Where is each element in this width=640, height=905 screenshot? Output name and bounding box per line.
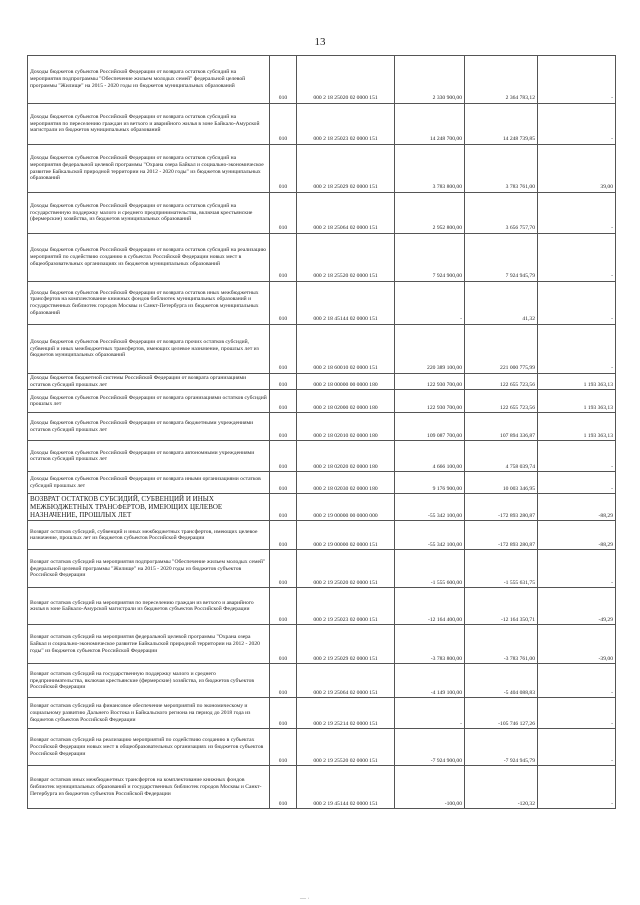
row-other-amount: -	[538, 325, 616, 374]
row-planned-amount: 14 248 700,00	[395, 104, 465, 145]
row-other-amount: -	[538, 766, 616, 809]
row-name: Доходы бюджетов субъектов Российской Федерации от возврата остатков субсидий на государственную поддержку малого и среднего предпринимательства, включая крестьянские (фермерские) хозяйства, из бюджетов муниципальных образований	[28, 193, 270, 234]
row-planned-amount: 122 930 700,00	[395, 374, 465, 390]
row-line-code: 010	[270, 766, 297, 809]
row-executed-amount: 41,32	[465, 282, 538, 325]
row-executed-amount: -172 893 280,87	[465, 521, 538, 550]
table-row	[28, 325, 616, 374]
row-name: Возврат остатков субсидий на мероприятия подпрограммы "Обеспечение жильем молодых семей" федеральной целевой программы "Жилище" на 2015 - 2020 годы из бюджетов субъектов Российской Федерации	[28, 550, 270, 588]
row-planned-amount: 220 389 100,00	[395, 325, 465, 374]
row-classification-code: 000 2 18 02030 02 0000 180	[297, 472, 395, 494]
row-executed-amount: 2 364 783,12	[465, 56, 538, 104]
row-executed-amount: -12 164 350,71	[465, 588, 538, 625]
row-line-code: 010	[270, 588, 297, 625]
row-other-amount: 1 193 363,13	[538, 413, 616, 441]
row-planned-amount: 109 087 700,00	[395, 413, 465, 441]
row-classification-code: 000 2 18 00000 00 0000 180	[297, 374, 395, 390]
table-row	[28, 472, 616, 494]
row-executed-amount: 4 758 039,74	[465, 441, 538, 472]
row-executed-amount: 10 003 346,95	[465, 472, 538, 494]
table-row	[28, 390, 616, 413]
row-planned-amount: -55 342 100,00	[395, 521, 465, 550]
row-planned-amount: -7 924 900,00	[395, 729, 465, 766]
row-executed-amount: 7 924 945,79	[465, 234, 538, 282]
row-classification-code: 000 2 18 02000 02 0000 180	[297, 390, 395, 413]
row-line-code: 010	[270, 325, 297, 374]
table-row	[28, 234, 616, 282]
row-planned-amount: 2 330 900,00	[395, 56, 465, 104]
row-classification-code: 000 2 19 25029 02 0000 151	[297, 625, 395, 664]
row-name: Возврат остатков субсидий на финансовое обеспечение мероприятий по экономическому и социальному развитию Дальнего Востока и Байкальского региона на период до 2018 года из бюджетов субъектов Российской Федерации	[28, 698, 270, 729]
row-classification-code: 000 2 18 60010 02 0000 151	[297, 325, 395, 374]
row-other-amount: -	[538, 441, 616, 472]
row-planned-amount: -100,00	[395, 766, 465, 809]
row-line-code: 010	[270, 472, 297, 494]
row-name: Доходы бюджетов субъектов Российской Федерации от возврата прочих остатков субсидий, субвенций и иных межбюджетных трансфертов, имеющих целевое назначение, прошлых лет из бюджетов муниципальных образований	[28, 325, 270, 374]
row-name: Доходы бюджетов субъектов Российской Федерации от возврата остатков субсидий на реализацию мероприятий по содействию созданию в субъектах Российской Федерации новых мест в общеобразовательных организациях из бюджетов муниципальных образований	[28, 234, 270, 282]
row-classification-code: 000 2 18 25023 02 0000 151	[297, 104, 395, 145]
row-name: Возврат остатков субсидий на мероприятия по переселению граждан из ветхого и аварийного жилья в зоне Байкало-Амурской магистрали из бюджетов субъектов Российской Федерации	[28, 588, 270, 625]
row-other-amount: -49,29	[538, 588, 616, 625]
table-row	[28, 588, 616, 625]
table-row	[28, 766, 616, 809]
row-classification-code: 000 2 19 25064 02 0000 151	[297, 664, 395, 698]
row-executed-amount: 14 248 739,85	[465, 104, 538, 145]
table-row	[28, 441, 616, 472]
row-executed-amount: -5 404 088,83	[465, 664, 538, 698]
row-name: Доходы бюджетов субъектов Российской Федерации от возврата бюджетными учреждениями остатков субсидий прошлых лет	[28, 413, 270, 441]
table-row	[28, 104, 616, 145]
row-classification-code: 000 2 19 45144 02 0000 151	[297, 766, 395, 809]
row-other-amount: -	[538, 698, 616, 729]
row-name: Доходы бюджетов субъектов Российской Федерации от возврата остатков иных межбюджетных трансфертов на комплектование книжных фондов библиотек муниципальных образований и государственных библиотек городов Москвы и Санкт-Петербурга из бюджетов муниципальных образований	[28, 282, 270, 325]
table-row	[28, 664, 616, 698]
table-row	[28, 729, 616, 766]
row-executed-amount: 107 894 336,87	[465, 413, 538, 441]
row-classification-code: 000 2 19 00000 02 0000 151	[297, 521, 395, 550]
row-name: Возврат остатков субсидий на мероприятия федеральной целевой программы "Охрана озера Байкал и социально-экономическое развитие Байкальской природной территории на 2012 - 2020 годы" из бюджетов субъектов Российской Федерации	[28, 625, 270, 664]
table-row	[28, 550, 616, 588]
row-other-amount: -	[538, 472, 616, 494]
row-line-code: 010	[270, 282, 297, 325]
table-row	[28, 56, 616, 104]
row-executed-amount: 122 655 723,56	[465, 390, 538, 413]
row-line-code: 010	[270, 550, 297, 588]
row-classification-code: 000 2 18 02020 02 0000 180	[297, 441, 395, 472]
row-line-code: 010	[270, 56, 297, 104]
row-executed-amount: -3 783 761,00	[465, 625, 538, 664]
row-planned-amount: -55 342 100,00	[395, 494, 465, 521]
table-row	[28, 413, 616, 441]
row-name: Доходы бюджетов субъектов Российской Федерации от возврата остатков субсидий на мероприятия по переселению граждан из ветхого и аварийного жилья в зоне Байкало-Амурской магистрали из бюджетов муниципальных образований	[28, 104, 270, 145]
row-other-amount: -	[538, 664, 616, 698]
row-planned-amount: -1 555 600,00	[395, 550, 465, 588]
row-classification-code: 000 2 18 02010 02 0000 180	[297, 413, 395, 441]
row-line-code: 010	[270, 521, 297, 550]
row-executed-amount: 221 000 775,99	[465, 325, 538, 374]
table-row	[28, 494, 616, 521]
row-classification-code: 000 2 18 25020 02 0000 151	[297, 56, 395, 104]
row-classification-code: 000 2 18 25064 02 0000 151	[297, 193, 395, 234]
row-classification-code: 000 2 19 25520 02 0000 151	[297, 729, 395, 766]
row-line-code: 010	[270, 494, 297, 521]
row-line-code: 010	[270, 145, 297, 193]
row-other-amount: -	[538, 104, 616, 145]
row-other-amount: -	[538, 550, 616, 588]
row-name: Возврат остатков субсидий на государственную поддержку малого и среднего предпринимательства, включая крестьянские (фермерские) хозяйства, из бюджетов субъектов Российской Федерации	[28, 664, 270, 698]
row-executed-amount: -120,32	[465, 766, 538, 809]
row-planned-amount: -3 783 800,00	[395, 625, 465, 664]
row-line-code: 010	[270, 413, 297, 441]
row-classification-code: 000 2 19 25023 02 0000 151	[297, 588, 395, 625]
table-row	[28, 282, 616, 325]
row-other-amount: -88,29	[538, 521, 616, 550]
row-line-code: 010	[270, 374, 297, 390]
row-other-amount: -	[538, 282, 616, 325]
table-row	[28, 374, 616, 390]
row-planned-amount: 9 176 900,00	[395, 472, 465, 494]
row-line-code: 010	[270, 698, 297, 729]
row-line-code: 010	[270, 390, 297, 413]
table-row	[28, 145, 616, 193]
row-classification-code: 000 2 19 25214 02 0000 151	[297, 698, 395, 729]
row-executed-amount: 122 655 723,56	[465, 374, 538, 390]
row-name: Доходы бюджетов субъектов Российской Федерации от возврата иными организациями остатков субсидий прошлых лет	[28, 472, 270, 494]
row-line-code: 010	[270, 664, 297, 698]
row-other-amount: -	[538, 729, 616, 766]
row-other-amount: -	[538, 193, 616, 234]
row-planned-amount: -12 164 400,00	[395, 588, 465, 625]
row-name: Доходы бюджетов субъектов Российской Федерации от возврата остатков субсидий на мероприятия подпрограммы "Обеспечение жильем молодых семей" федеральной целевой программы "Жилище" на 2015 - 2020 годы из бюджетов муниципальных образований	[28, 56, 270, 104]
row-planned-amount: -4 149 100,00	[395, 664, 465, 698]
row-name: Возврат остатков субсидий на реализацию мероприятий по содействию созданию в субъектах Российской Федерации новых мест в общеобразовательных организациях из бюджетов субъектов Российской Федерации	[28, 729, 270, 766]
row-other-amount: 1 193 363,13	[538, 390, 616, 413]
row-planned-amount: -	[395, 282, 465, 325]
row-classification-code: 000 2 19 25020 02 0000 151	[297, 550, 395, 588]
row-line-code: 010	[270, 104, 297, 145]
table-row	[28, 625, 616, 664]
row-other-amount: -88,29	[538, 494, 616, 521]
row-planned-amount: 122 930 700,00	[395, 390, 465, 413]
row-line-code: 010	[270, 234, 297, 282]
row-classification-code: 000 2 19 00000 00 0000 000	[297, 494, 395, 521]
row-name: Возврат остатков субсидий, субвенций и иных межбюджетных трансфертов, имеющих целевое назначение, прошлых лет из бюджетов субъектов Российской Федерации	[28, 521, 270, 550]
row-executed-amount: -1 555 631,75	[465, 550, 538, 588]
row-executed-amount: -105 746 127,26	[465, 698, 538, 729]
row-line-code: 010	[270, 625, 297, 664]
row-planned-amount: 4 666 100,00	[395, 441, 465, 472]
row-other-amount: 1 193 363,13	[538, 374, 616, 390]
row-name: ВОЗВРАТ ОСТАТКОВ СУБСИДИЙ, СУБВЕНЦИЙ И ИНЫХ МЕЖБЮДЖЕТНЫХ ТРАНСФЕРТОВ, ИМЕЮЩИХ ЦЕЛЕВОЕ НАЗНАЧЕНИЕ, ПРОШЛЫХ ЛЕТ	[28, 494, 270, 521]
row-executed-amount: 3 656 757,70	[465, 193, 538, 234]
row-line-code: 010	[270, 729, 297, 766]
row-name: Доходы бюджетов субъектов Российской Федерации от возврата остатков субсидий на мероприятия федеральной целевой программы "Охрана озера Байкал и социально-экономическое развитие Байкальской природной территории на 2012 - 2020 годы" из бюджетов муниципальных образований	[28, 145, 270, 193]
row-executed-amount: -7 924 945,79	[465, 729, 538, 766]
row-name: Возврат остатков иных межбюджетных трансфертов на комплектование книжных фондов библиотек муниципальных образований и государственных библиотек городов Москвы и Санкт-Петербурга из бюджетов субъектов Российской Федерации	[28, 766, 270, 809]
row-classification-code: 000 2 18 45144 02 0000 151	[297, 282, 395, 325]
row-executed-amount: -172 893 280,87	[465, 494, 538, 521]
row-planned-amount: 2 952 800,00	[395, 193, 465, 234]
row-other-amount: -	[538, 234, 616, 282]
row-other-amount: -	[538, 56, 616, 104]
row-executed-amount: 3 783 761,00	[465, 145, 538, 193]
row-name: Доходы бюджетов субъектов Российской Федерации от возврата автономными учреждениями остатков субсидий прошлых лет	[28, 441, 270, 472]
row-planned-amount: 3 783 800,00	[395, 145, 465, 193]
row-line-code: 010	[270, 441, 297, 472]
row-name: Доходы бюджетов субъектов Российской Федерации от возврата организациями остатков субсидий прошлых лет	[28, 390, 270, 413]
footer-mark: — ·	[300, 896, 310, 902]
row-other-amount: -39,00	[538, 625, 616, 664]
row-planned-amount: -	[395, 698, 465, 729]
table-row	[28, 698, 616, 729]
table-row	[28, 193, 616, 234]
row-other-amount: 39,00	[538, 145, 616, 193]
row-classification-code: 000 2 18 25520 02 0000 151	[297, 234, 395, 282]
table-row	[28, 521, 616, 550]
page-number: 13	[314, 36, 326, 48]
row-line-code: 010	[270, 193, 297, 234]
row-classification-code: 000 2 18 25029 02 0000 151	[297, 145, 395, 193]
row-name: Доходы бюджетов бюджетной системы Российской Федерации от возврата организациями остатков субсидий прошлых лет	[28, 374, 270, 390]
row-planned-amount: 7 924 900,00	[395, 234, 465, 282]
revenue-table	[27, 55, 616, 809]
